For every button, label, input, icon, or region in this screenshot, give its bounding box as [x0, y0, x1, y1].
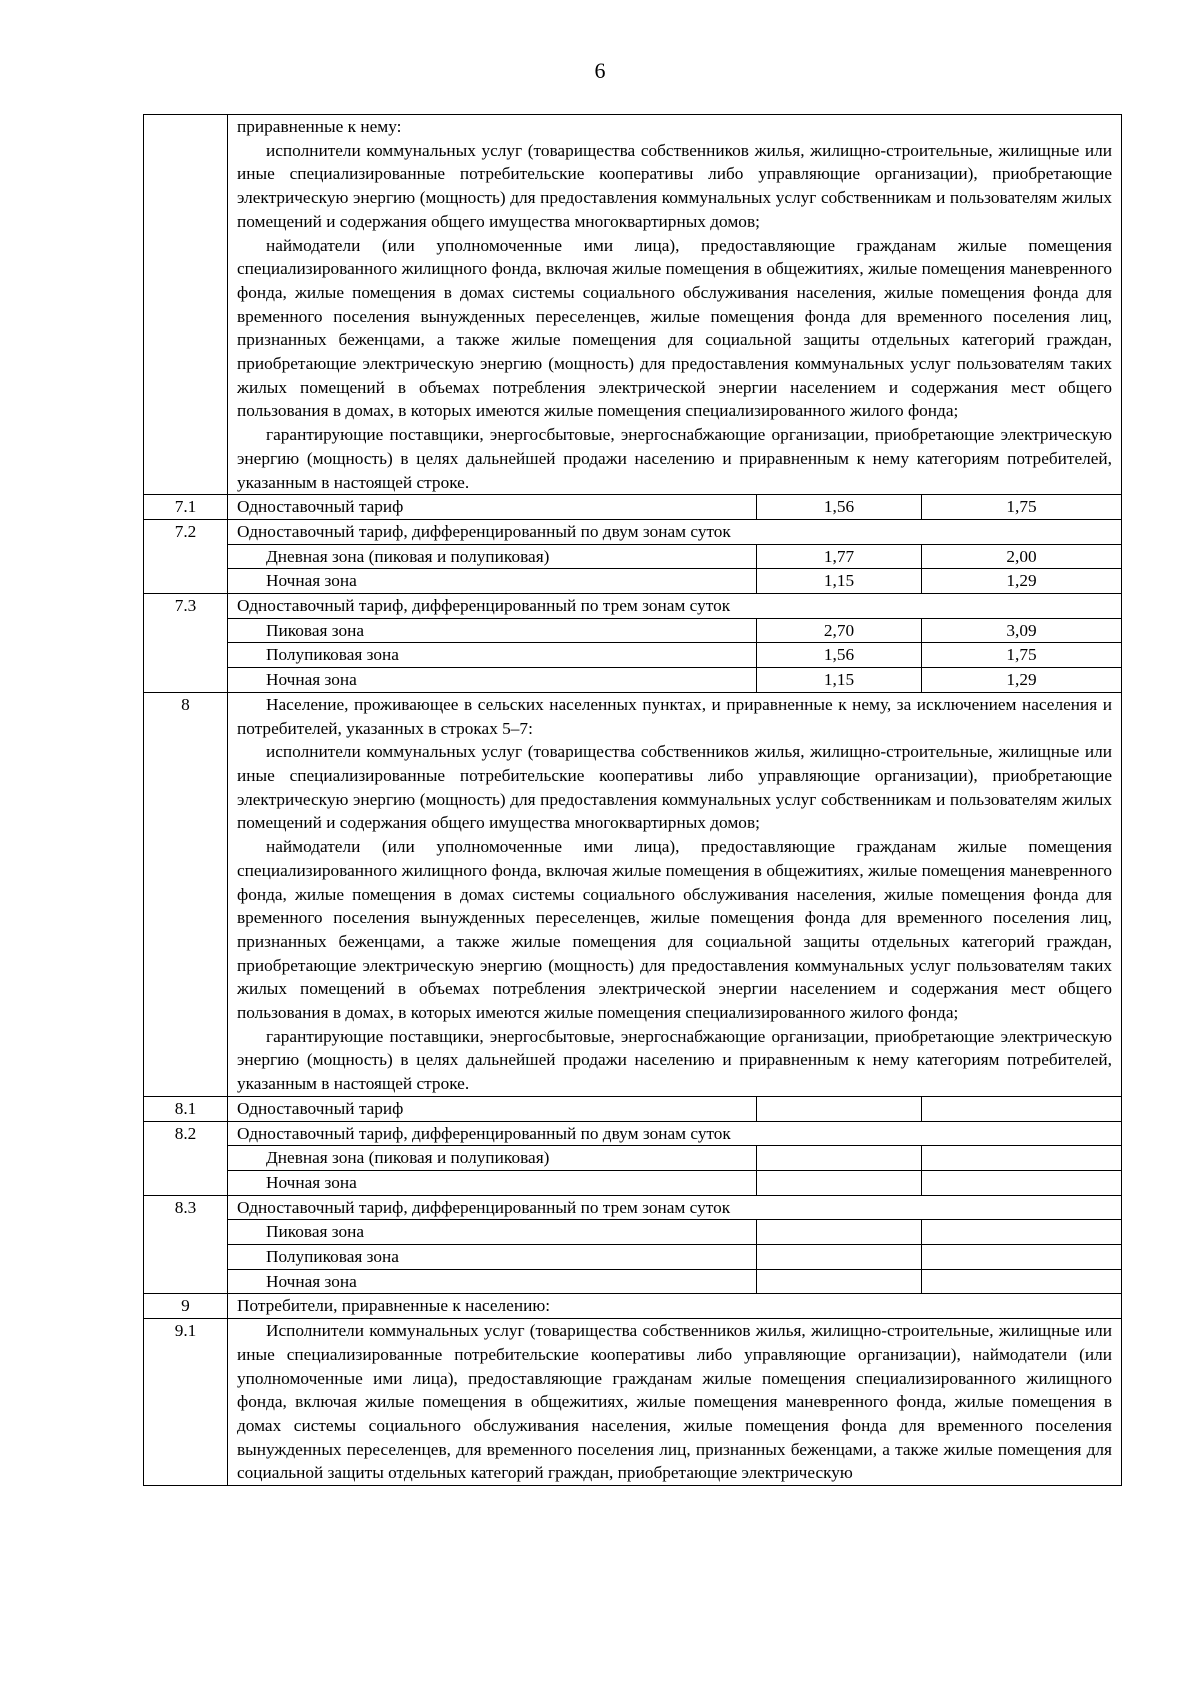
row-number: 8.3: [144, 1195, 228, 1294]
paragraph: наймодатели (или уполномоченные ими лица), предоставляющие гражданам жилые помещения специализированного жилищного фонда, включая жилые помещения в общежитиях, жилые помещения маневренного фонда, жилые помещения в домах системы социального обслуживания населения, жилые помещения фонда для временного поселения вынужденных переселенцев, жилые помещения фонда для временного поселения лиц, признанных беженцами, а также жилые помещения для социальной защиты отдельных категорий граждан, приобретающие электрическую энергию (мощность) для предоставления коммунальных услуг пользователям таких жилых помещений в объемах потребления электрической энергии населением и содержания мест общего пользования в домах, в которых имеются жилые помещения специализированного жилого фонда;: [237, 235, 1112, 421]
tariff-value-1-empty: [757, 1146, 922, 1171]
row-number: 8.1: [144, 1096, 228, 1121]
table-row-zone: [144, 1170, 1122, 1195]
row-number-cell: [144, 115, 228, 495]
table-row-zone: [144, 1220, 1122, 1245]
tariff-value-2: 1,29: [922, 569, 1122, 594]
tariff-value-1-empty: [757, 1245, 922, 1270]
table-row-zone: [144, 569, 1122, 594]
zone-label: Ночная зона: [228, 1269, 757, 1294]
table-row-zone: [144, 668, 1122, 693]
row-number: 8: [144, 692, 228, 1096]
zone-label: Полупиковая зона: [228, 643, 757, 668]
table-row-zone: [144, 1146, 1122, 1171]
row-9-1-description: [228, 1319, 1122, 1486]
table-row-8-3: [144, 1195, 1122, 1220]
row-7-description: [228, 115, 1122, 495]
tariff-value-1: 1,15: [757, 668, 922, 693]
row-label: Одноставочный тариф, дифференцированный по двум зонам суток: [228, 1121, 1122, 1146]
table-row-9: [144, 1294, 1122, 1319]
zone-label: Ночная зона: [228, 1170, 757, 1195]
table-row-8-2: [144, 1121, 1122, 1146]
tariff-value-2: 2,00: [922, 544, 1122, 569]
row-number: 7.3: [144, 594, 228, 693]
row-label: Одноставочный тариф, дифференцированный по двум зонам суток: [228, 519, 1122, 544]
tariff-table: [143, 114, 1122, 1486]
row-label: Одноставочный тариф, дифференцированный по трем зонам суток: [228, 594, 1122, 619]
tariff-value-1: 2,70: [757, 618, 922, 643]
row-number: 7.1: [144, 495, 228, 520]
paragraph: гарантирующие поставщики, энергосбытовые, энергоснабжающие организации, приобретающие электрическую энергию (мощность) в целях дальнейшей продажи населению и приравненным к нему категориям потребителей, указанным в настоящей строке.: [237, 425, 1112, 492]
tariff-value-2: 1,75: [922, 495, 1122, 520]
tariff-value-2-empty: [922, 1245, 1122, 1270]
tariff-value-2: 1,29: [922, 668, 1122, 693]
table-row-7-2: [144, 519, 1122, 544]
zone-label: Полупиковая зона: [228, 1245, 757, 1270]
tariff-value-1-empty: [757, 1269, 922, 1294]
table-row-9-1: [144, 1319, 1122, 1486]
table-row-zone: [144, 618, 1122, 643]
table-row-7-text: [144, 115, 1122, 495]
table-row-8: [144, 692, 1122, 1096]
paragraph: гарантирующие поставщики, энергосбытовые, энергоснабжающие организации, приобретающие электрическую энергию (мощность) в целях дальнейшей продажи населению и приравненным к нему категориям потребителей, указанным в настоящей строке.: [237, 1026, 1112, 1094]
paragraph: исполнители коммунальных услуг (товарищества собственников жилья, жилищно-строительные, жилищные или иные специализированные потребительские кооперативы либо управляющие организации), приобретающие электрическую энергию (мощность) для предоставления коммунальных услуг собственникам и пользователям жилых помещений и содержания общего имущества многоквартирных домов;: [237, 140, 1112, 231]
row-label: Одноставочный тариф: [228, 495, 757, 520]
table-row-8-1: [144, 1096, 1122, 1121]
tariff-value-2: 3,09: [922, 618, 1122, 643]
tariff-value-1: 1,56: [757, 643, 922, 668]
tariff-value-2-empty: [922, 1220, 1122, 1245]
row-8-description: [228, 692, 1122, 1096]
table-row-zone: [144, 1245, 1122, 1270]
zone-label: Пиковая зона: [228, 618, 757, 643]
tariff-value-1-empty: [757, 1170, 922, 1195]
row-number: 8.2: [144, 1121, 228, 1195]
paragraph: наймодатели (или уполномоченные ими лица), предоставляющие гражданам жилые помещения специализированного жилищного фонда, включая жилые помещения в общежитиях, жилые помещения маневренного фонда, жилые помещения в домах системы социального обслуживания населения, жилые помещения фонда для временного поселения вынужденных переселенцев, жилые помещения фонда для временного поселения лиц, признанных беженцами, а также жилые помещения для социальной защиты отдельных категорий граждан, приобретающие электрическую энергию (мощность) для предоставления коммунальных услуг пользователям таких жилых помещений в объемах потребления электрической энергии населением и содержания мест общего пользования в домах, в которых имеются жилые помещения специализированного жилого фонда;: [237, 837, 1112, 1023]
table-row-7-3: [144, 594, 1122, 619]
row-label: Потребители, приравненные к населению:: [228, 1294, 1122, 1319]
tariff-value-1: 1,77: [757, 544, 922, 569]
zone-label: Дневная зона (пиковая и полупиковая): [228, 1146, 757, 1171]
row-number: 7.2: [144, 519, 228, 593]
tariff-value-2-empty: [922, 1096, 1122, 1121]
paragraph: Население, проживающее в сельских населенных пунктах, и приравненные к нему, за исключением населения и потребителей, указанных в строках 5–7:: [237, 694, 1112, 738]
tariff-value-1: 1,15: [757, 569, 922, 594]
table-row-zone: [144, 643, 1122, 668]
zone-label: Дневная зона (пиковая и полупиковая): [228, 544, 757, 569]
tariff-value-2: 1,75: [922, 643, 1122, 668]
tariff-value-1-empty: [757, 1220, 922, 1245]
table-row-zone: [144, 1269, 1122, 1294]
tariff-value-1-empty: [757, 1096, 922, 1121]
tariff-value-1: 1,56: [757, 495, 922, 520]
page-number: 6: [594, 58, 606, 83]
row-label: Одноставочный тариф: [228, 1096, 757, 1121]
row-label: Одноставочный тариф, дифференцированный по трем зонам суток: [228, 1195, 1122, 1220]
zone-label: Ночная зона: [228, 569, 757, 594]
table-row-7-1: [144, 495, 1122, 520]
zone-label: Ночная зона: [228, 668, 757, 693]
tariff-value-2-empty: [922, 1269, 1122, 1294]
paragraph: приравненные к нему:: [237, 117, 402, 136]
tariff-value-2-empty: [922, 1146, 1122, 1171]
paragraph: исполнители коммунальных услуг (товарищества собственников жилья, жилищно-строительные, жилищные или иные специализированные потребительские кооперативы либо управляющие организации), приобретающие электрическую энергию (мощность) для предоставления коммунальных услуг собственникам и пользователям жилых помещений и содержания общего имущества многоквартирных домов;: [237, 742, 1112, 833]
table-row-zone: [144, 544, 1122, 569]
row-number: 9.1: [144, 1319, 228, 1486]
paragraph: Исполнители коммунальных услуг (товарищества собственников жилья, жилищно-строительные, жилищные или иные специализированные потребительские кооперативы либо управляющие организации), наймодатели (или уполномоченные ими лица), предоставляющие гражданам жилые помещения специализированного жилищного фонда, включая жилые помещения в общежитиях, жилые помещения маневренного фонда, жилые помещения в домах системы социального обслуживания населения, жилые помещения фонда для временного поселения вынужденных переселенцев, для временного поселения лиц, признанных беженцами, а также жилые помещения для социальной защиты отдельных категорий граждан, приобретающие электрическую: [237, 1321, 1112, 1483]
tariff-value-2-empty: [922, 1170, 1122, 1195]
row-number: 9: [144, 1294, 228, 1319]
zone-label: Пиковая зона: [228, 1220, 757, 1245]
